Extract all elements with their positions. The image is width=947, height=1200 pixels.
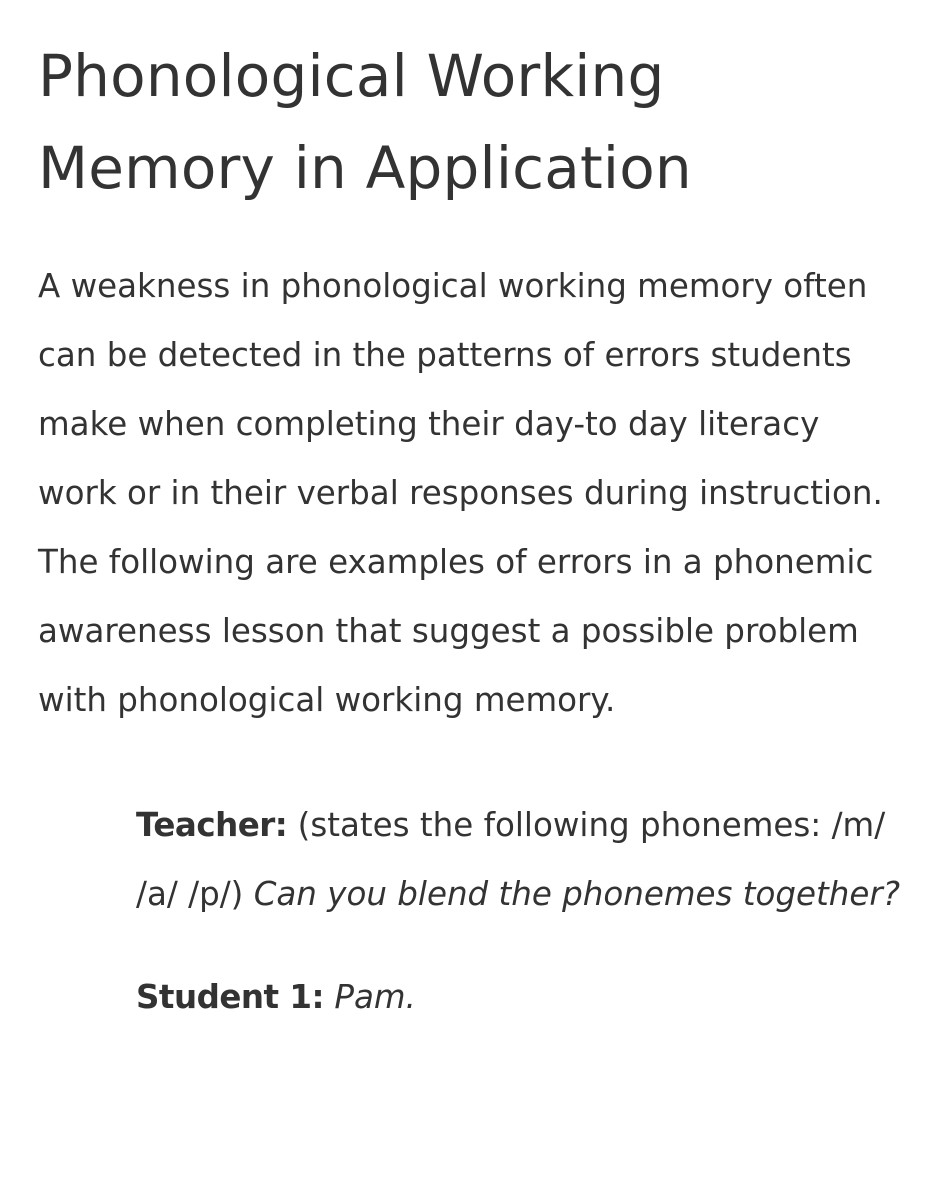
intro-paragraph: A weakness in phonological working memory often can be detected in the patterns of errors students make when completing their day-to day literacy work or in their verbal responses during instruction. The following are examples of errors in a phonemic awareness lesson that suggest a possible problem with phonological working memory. (38, 267, 883, 719)
stage-direction: (states the following phonemes: /m/ /a/ /p/) (136, 806, 886, 913)
spoken-line: Pam. (334, 978, 416, 1016)
article-title: Phonological Working Memory in Application (38, 42, 692, 202)
speaker-label: Student 1: (136, 978, 324, 1016)
dialogue-example (136, 791, 907, 1032)
speaker-label: Teacher: (136, 806, 288, 844)
dialogue-turn-student (136, 963, 907, 1032)
spoken-line: Can you blend the phonemes together? (253, 875, 900, 913)
dialogue-turn-teacher (136, 791, 907, 929)
